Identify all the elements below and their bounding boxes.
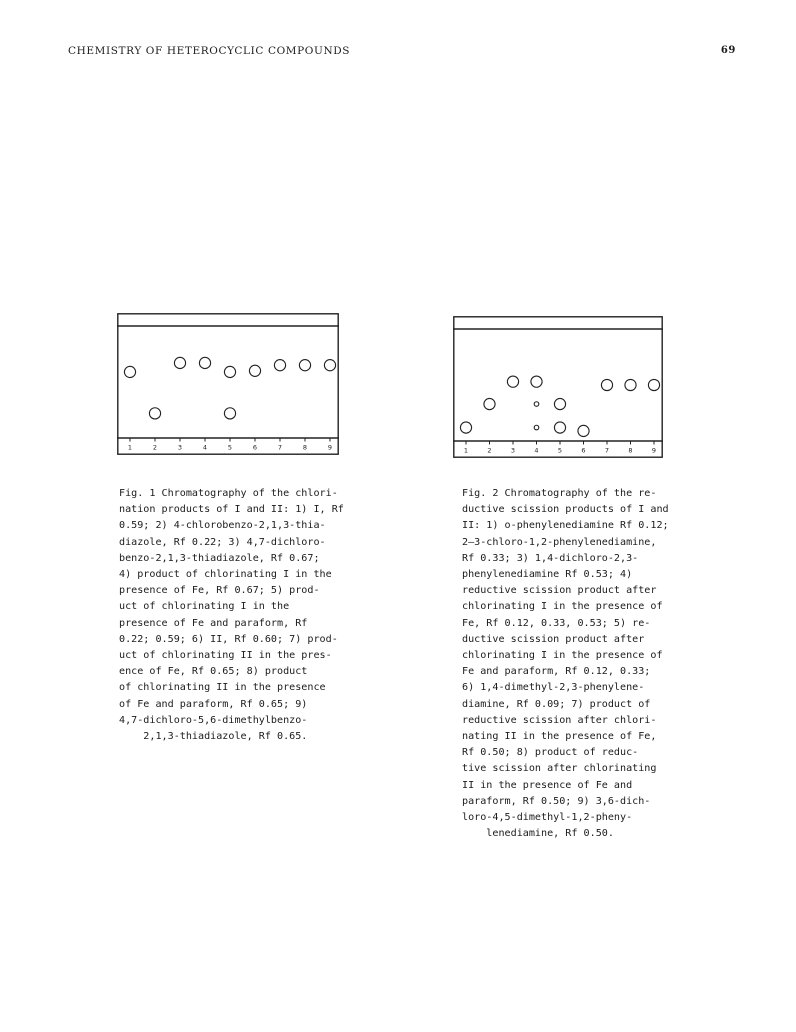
lane-label: 2 xyxy=(487,446,492,455)
caption-line: chlorinating I in the presence of xyxy=(462,650,663,662)
caption-line: Rf 0.33; 3) 1,4-dichloro-2,3- xyxy=(462,552,639,564)
spot-lane-6 xyxy=(578,425,589,436)
lane-label: 1 xyxy=(463,446,469,455)
spot-lane-4 xyxy=(531,376,542,387)
lane-label: 8 xyxy=(628,446,633,455)
spot-lane-1 xyxy=(460,422,471,433)
spot-lane-5 xyxy=(554,422,565,433)
caption-line: Rf 0.50; 8) product of reduc- xyxy=(462,747,639,759)
caption-line: nating II in the presence of Fe, xyxy=(462,731,657,743)
spot-lane-5 xyxy=(554,398,565,409)
spot-lane-9 xyxy=(324,360,335,371)
caption-line: diamine, Rf 0.09; 7) product of xyxy=(462,698,651,710)
spot-lane-2 xyxy=(149,408,160,419)
lane-label: 3 xyxy=(177,443,183,452)
spot-lane-4 xyxy=(199,357,210,368)
figure-2-caption xyxy=(462,486,698,842)
figure-2-chromatogram xyxy=(453,316,663,458)
caption-line: nation products of I and II: 1) I, Rf xyxy=(119,504,344,516)
caption-line: Fe, Rf 0.12, 0.33, 0.53; 5) re- xyxy=(462,617,651,629)
caption-line: II: 1) o-phenylenediamine Rf 0.12; xyxy=(462,520,669,532)
spot-lane-9 xyxy=(648,379,659,390)
caption-line: 6) 1,4-dimethyl-2,3-phenylene- xyxy=(462,682,645,694)
caption-line: benzo-2,1,3-thiadiazole, Rf 0.67; xyxy=(119,552,320,564)
caption-line: 4) product of chlorinating I in the xyxy=(119,569,332,581)
figure-1-caption xyxy=(119,486,355,745)
caption-line: 2,1,3-thiadiazole, Rf 0.65. xyxy=(119,731,308,743)
caption-line: Fig. 1 Chromatography of the chlori- xyxy=(119,488,338,499)
spot-lane-5 xyxy=(224,366,235,377)
lane-label: 9 xyxy=(651,446,657,455)
chromatogram-plate-2 xyxy=(453,316,663,458)
caption-line: presence of Fe and paraform, Rf xyxy=(119,617,308,629)
lane-label: 8 xyxy=(302,443,308,452)
spot-lane-1 xyxy=(124,366,135,377)
page-number: 69 xyxy=(720,45,736,56)
caption-line: Fe and paraform, Rf 0.12, 0.33; xyxy=(462,666,651,678)
caption-line: of chlorinating II in the presence xyxy=(119,682,326,694)
caption-line: reductive scission product after xyxy=(462,585,657,597)
spot-lane-7 xyxy=(274,360,285,371)
spot-lane-5 xyxy=(224,408,235,419)
caption-line: diazole, Rf 0.22; 3) 4,7-dichloro- xyxy=(119,536,326,548)
lane-label: 4 xyxy=(534,446,539,455)
caption-line: II in the presence of Fe and xyxy=(462,779,633,791)
journal-title: CHEMISTRY OF HETEROCYCLIC COMPOUNDS xyxy=(68,45,351,57)
spot-lane-8 xyxy=(299,360,310,371)
lane-label: 4 xyxy=(202,443,208,452)
plate-frame xyxy=(118,314,338,454)
caption-line: loro-4,5-dimethyl-1,2-pheny- xyxy=(462,812,633,824)
caption-line: chlorinating I in the presence of xyxy=(462,601,663,613)
lane-label: 2 xyxy=(152,443,158,452)
lane-label: 3 xyxy=(510,446,516,455)
caption-line: 2—3-chloro-1,2-phenylenediamine, xyxy=(462,536,657,548)
caption-line: ence of Fe, Rf 0.65; 8) product xyxy=(119,666,308,678)
caption-line: paraform, Rf 0.50; 9) 3,6-dich- xyxy=(462,795,651,807)
spot-lane-3 xyxy=(507,376,518,387)
caption-line: uct of chlorinating I in the xyxy=(119,601,290,613)
lane-label: 1 xyxy=(127,443,133,452)
lane-label: 5 xyxy=(227,443,233,452)
spot-lane-3 xyxy=(174,357,185,368)
caption-line: reductive scission after chlori- xyxy=(462,714,657,726)
caption-line: 0.22; 0.59; 6) II, Rf 0.60; 7) prod- xyxy=(119,633,338,645)
figure-1-chromatogram xyxy=(117,313,339,455)
caption-line: phenylenediamine Rf 0.53; 4) xyxy=(462,569,633,581)
caption-line: lenediamine, Rf 0.50. xyxy=(462,828,614,840)
caption-line: of Fe and paraform, Rf 0.65; 9) xyxy=(119,698,308,710)
lane-label: 7 xyxy=(604,446,610,455)
spot-lane-7 xyxy=(601,379,612,390)
lane-label: 9 xyxy=(327,443,333,452)
caption-line: ductive scission product after xyxy=(462,633,645,645)
lane-label: 7 xyxy=(277,443,283,452)
lane-label: 6 xyxy=(581,446,586,455)
spot-lane-4 xyxy=(534,425,539,430)
caption-line: Fig. 2 Chromatography of the re- xyxy=(462,488,657,499)
spot-lane-6 xyxy=(249,365,260,376)
caption-line: 0.59; 2) 4-chlorobenzo-2,1,3-thia- xyxy=(119,520,326,532)
spot-lane-2 xyxy=(484,398,495,409)
caption-line: 4,7-dichloro-5,6-dimethylbenzo- xyxy=(119,714,308,726)
caption-line: ductive scission products of I and xyxy=(462,504,669,516)
spot-lane-4 xyxy=(534,402,539,407)
lane-label: 5 xyxy=(557,446,563,455)
chromatogram-plate-1 xyxy=(117,313,339,455)
caption-line: tive scission after chlorinating xyxy=(462,763,657,775)
caption-line: presence of Fe, Rf 0.67; 5) prod- xyxy=(119,585,320,597)
lane-label: 6 xyxy=(252,443,258,452)
running-header xyxy=(68,45,736,61)
plate-frame xyxy=(454,317,662,457)
spot-lane-8 xyxy=(625,379,636,390)
caption-line: uct of chlorinating II in the pres- xyxy=(119,650,332,662)
